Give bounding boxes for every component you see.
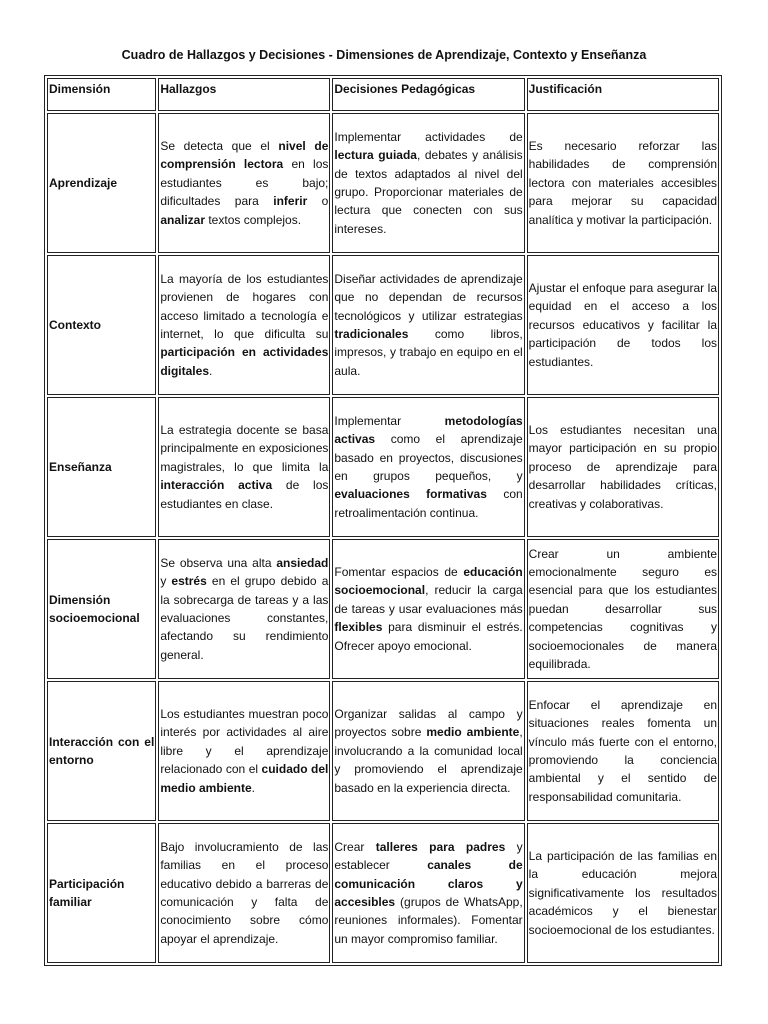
emphasis-text: lectura guiada — [334, 148, 417, 163]
emphasis-text: interacción activa — [160, 478, 273, 493]
justificacion-cell: Es necesario reforzar las habilidades de comprensión lectora con materiales accesibles para mejorar su capacidad analítica y motivar la participación. — [527, 113, 719, 253]
table-row — [47, 397, 719, 537]
hallazgos-cell: La mayoría de los estudiantes provienen de hogares con acceso limitado a tecnología e internet, lo que dificulta su participación en actividades digitales. — [158, 255, 330, 395]
table-row — [47, 113, 719, 253]
decisiones-cell: Fomentar espacios de educación socioemocional, reducir la carga de tareas y usar evaluaciones más flexibles para disminuir el estrés. Ofrecer apoyo emocional. — [332, 539, 524, 679]
dimension-cell: Dimensión socioemocional — [47, 539, 156, 679]
justificacion-cell: La participación de las familias en la educación mejora significativamente los resultados académicos y el bienestar socioemocional de los estudiantes. — [527, 823, 719, 963]
document-title: Cuadro de Hallazgos y Decisiones - Dimensiones de Aprendizaje, Contexto y Enseñanza — [121, 48, 647, 62]
table-row — [47, 823, 719, 963]
justificacion-cell: Crear un ambiente emocionalmente seguro es esencial para que los estudiantes puedan desarrollar sus competencias cognitivas y socioemocionales de manera equilibrada. — [527, 539, 719, 679]
dimension-cell: Contexto — [47, 255, 156, 395]
table-header-row — [47, 78, 719, 111]
emphasis-text: estrés — [171, 574, 207, 589]
emphasis-text: participación en actividades digitales — [160, 345, 329, 378]
emphasis-text: tradicionales — [334, 327, 409, 341]
header-justificacion: Justificación — [527, 78, 719, 111]
justificacion-cell: Los estudiantes necesitan una mayor participación en su propio proceso de aprendizaje para desarrollar habilidades críticas, creativas y colaborativas. — [527, 397, 719, 537]
emphasis-text: educación socioemocional — [334, 564, 523, 598]
hallazgos-cell: Bajo involucramiento de las familias en el proceso educativo debido a barreras de comunicación y falta de conocimiento sobre cómo apoyar el aprendizaje. — [158, 823, 330, 963]
emphasis-text: canales de comunicación claros y accesibles — [334, 858, 523, 909]
emphasis-text: analizar — [160, 212, 206, 227]
emphasis-text: cuidado del medio ambiente — [160, 762, 329, 795]
hallazgos-cell: Los estudiantes muestran poco interés por actividades al aire libre y el aprendizaje relacionado con el cuidado del medio ambiente. — [158, 681, 330, 821]
hallazgos-cell: Se detecta que el nivel de comprensión lectora en los estudiantes es bajo; dificultades para inferir o analizar textos complejos. — [158, 113, 330, 253]
emphasis-text: inferir — [273, 194, 308, 209]
header-dimension: Dimensión — [47, 78, 156, 111]
emphasis-text: talleres para padres — [375, 839, 506, 854]
justificacion-cell: Enfocar el aprendizaje en situaciones reales fomenta un vínculo más fuerte con el entorno, promoviendo la conciencia ambiental y el sentido de responsabilidad comunitaria. — [527, 681, 719, 821]
dimension-cell: Enseñanza — [47, 397, 156, 537]
decisiones-cell: Organizar salidas al campo y proyectos sobre medio ambiente, involucrando a la comunidad local y promoviendo el aprendizaje basado en la experiencia directa. — [332, 681, 524, 821]
emphasis-text: ansiedad — [276, 555, 329, 570]
decisiones-cell: Implementar metodologías activas como el aprendizaje basado en proyectos, discusiones en grupos pequeños, y evaluaciones formativas con retroalimentación continua. — [332, 397, 524, 537]
decisiones-cell: Crear talleres para padres y establecer canales de comunicación claros y accesibles (grupos de WhatsApp, reuniones informales). Fomentar un mayor compromiso familiar. — [332, 823, 524, 963]
dimension-cell: Participación familiar — [47, 823, 156, 963]
justificacion-cell: Ajustar el enfoque para asegurar la equidad en el acceso a los recursos educativos y facilitar la participación de todos los estudiantes. — [527, 255, 719, 395]
emphasis-text: evaluaciones formativas — [334, 487, 487, 502]
header-hallazgos: Hallazgos — [158, 78, 330, 111]
emphasis-text: medio ambiente — [426, 725, 520, 740]
hallazgos-cell: Se observa una alta ansiedad y estrés en el grupo debido a la sobrecarga de tareas y a las evaluaciones constantes, afectando su rendimiento general. — [158, 539, 330, 679]
findings-table — [44, 75, 722, 966]
table-row — [47, 539, 719, 679]
dimension-cell: Aprendizaje — [47, 113, 156, 253]
emphasis-text: nivel de comprensión lectora — [160, 138, 329, 172]
emphasis-text: metodologías activas — [334, 413, 523, 447]
hallazgos-cell: La estrategia docente se basa principalmente en exposiciones magistrales, lo que limita la interacción activa de los estudiantes en clase. — [158, 397, 330, 537]
emphasis-text: flexibles — [334, 620, 383, 635]
header-decisiones: Decisiones Pedagógicas — [332, 78, 524, 111]
decisiones-cell: Implementar actividades de lectura guiada, debates y análisis de textos adaptados al nivel del grupo. Proporcionar materiales de lectura que conecten con sus intereses. — [332, 113, 524, 253]
dimension-cell: Interacción con el entorno — [47, 681, 156, 821]
decisiones-cell: Diseñar actividades de aprendizaje que no dependan de recursos tecnológicos y utilizar estrategias tradicionales como libros, impresos, y trabajo en equipo en el aula. — [332, 255, 524, 395]
table-row — [47, 255, 719, 395]
table-row — [47, 681, 719, 821]
